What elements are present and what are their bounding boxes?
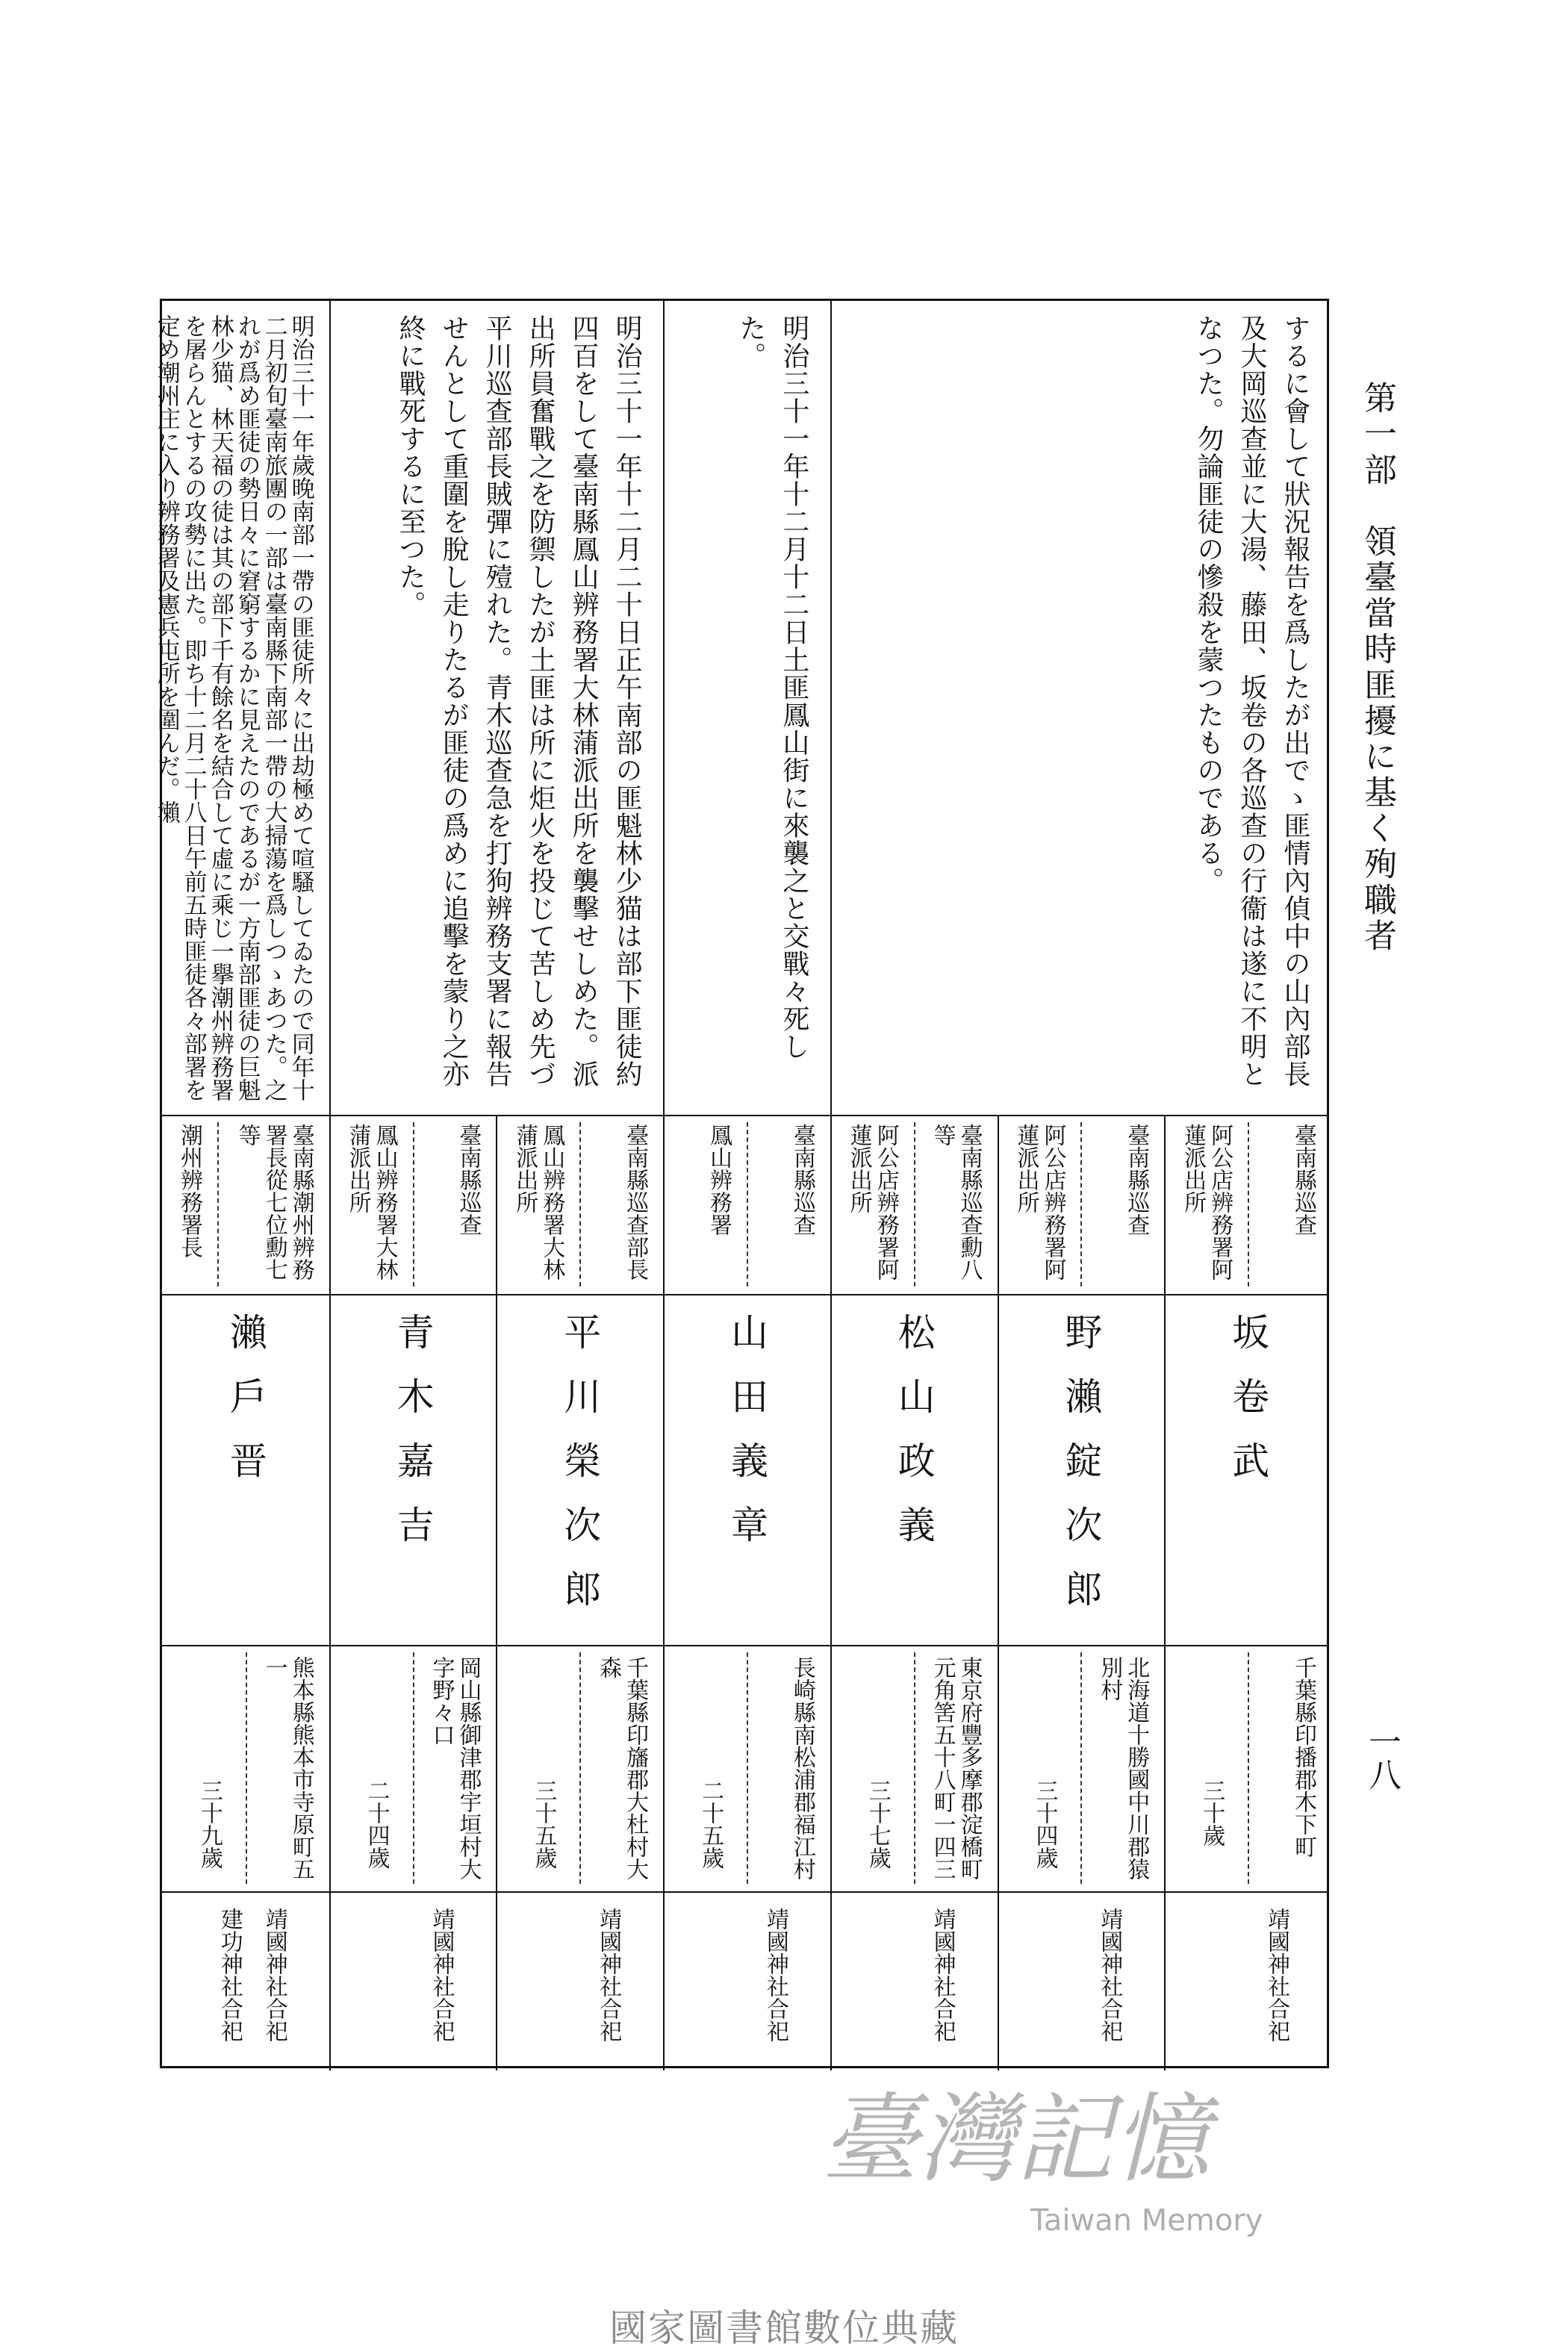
birthplace: 千葉縣印播郡木下町 <box>1290 1656 1316 1858</box>
affiliation-title: 臺南縣巡查 <box>788 1124 815 1236</box>
dashed-divider <box>914 1122 915 1287</box>
age: 三十九歲 <box>196 1779 223 1869</box>
age: 二十五歲 <box>697 1779 724 1869</box>
page-number: 一八 <box>1363 1725 1401 1791</box>
narrative-text: 明治三十一年十二月十二日土匪鳳山街に來襲之と交戰々死した。 <box>735 314 809 1060</box>
affiliation-title: 臺南縣潮州辨務署長從七位勳七等 <box>234 1124 314 1281</box>
watermark-logo: 臺灣記憶 <box>821 2082 1210 2196</box>
dashed-divider <box>1248 1122 1249 1287</box>
record-table <box>152 299 1329 2068</box>
age: 三十四歲 <box>1031 1779 1058 1869</box>
enshrinement: 靖國神社合祀 <box>762 1908 788 2042</box>
person-name: 坂卷武 <box>1226 1313 1270 1505</box>
enshrinement: 靖國神社合祀 <box>595 1908 622 2042</box>
person-name: 青木嘉吉 <box>391 1313 435 1569</box>
dashed-divider <box>217 1122 219 1287</box>
row-divider <box>162 1115 1327 1116</box>
enshrinement: 靖國神社合祀 <box>261 1908 287 2042</box>
dashed-divider <box>747 1122 748 1287</box>
enshrinement: 靖國神社合祀 <box>929 1908 956 2042</box>
affiliation-post: 鳳山辨務署大林蒲派出所 <box>511 1124 565 1281</box>
birthplace: 北海道十勝國中川郡猿別村 <box>1096 1656 1150 1880</box>
dashed-divider <box>413 1122 414 1287</box>
affiliation-post: 鳳山辨務署 <box>706 1124 732 1236</box>
affiliation-title: 臺南縣巡查 <box>1123 1124 1150 1236</box>
narrative-text: 明治三十一年十二月二十日正午南部の匪魁林少猫は部下匪徒約四百をして臺南縣鳳山辨務署大林蒲派出所を襲擊せしめた。派出所員奮戰之を防禦したが土匪は所に炬火を投じて苦しめ先づ平川巡查部長賊彈に殪れた。青木巡查急を打狗辨務支署に報告せんとして重圍を脫し走りたるが匪徒の爲めに追擊を蒙り之亦終に戰死するに至つた。 <box>395 314 643 1088</box>
birthplace: 熊本縣熊本市寺原町五一 <box>261 1656 314 1880</box>
affiliation-title: 臺南縣巡查 <box>455 1124 482 1236</box>
enshrinement: 靖國神社合祀 <box>1263 1908 1289 2042</box>
narrative-text: 明治三十一年歲晚南部一帶の匪徒所々に出劫極めて喧騷してゐたので同年十二月初旬臺南旅團の一部は臺南縣下南部一帶の大掃蕩を爲しつゝあつた。之れが爲め匪徒の勢日々に窘窮するかに見えたのであるが一方南部匪徒の巨魁林少猫、林天福の徒は其の部下千有餘名を結合して虛に乘じ一擧潮州辨務署を屠らんとするの攻勢に出た。即ち十二月二十八日午前五時匪徒各々部署を定め潮州庄に入り辨務署及憲兵屯所を圍んだ。瀨 <box>152 314 314 1101</box>
affiliation-post: 阿公店辨務署阿蓮派出所 <box>1180 1124 1233 1281</box>
birthplace: 岡山縣御津郡宇垣村大字野々口 <box>428 1656 482 1880</box>
birthplace: 千葉縣印旛郡大杜村大森 <box>595 1656 649 1880</box>
row-divider <box>162 1645 1327 1646</box>
affiliation-post: 阿公店辨務署阿蓮派出所 <box>1012 1124 1066 1281</box>
birthplace: 東京府豐多摩郡淀橋町元角筈五十八町一四三 <box>929 1656 983 1880</box>
section-title: 第一部 領臺當時匪擾に基く殉職者 <box>1358 381 1396 954</box>
affiliation-post: 鳳山辨務署大林蒲派出所 <box>344 1124 398 1281</box>
affiliation-post: 潮州辨務署長 <box>176 1124 202 1258</box>
age: 三十七歲 <box>864 1779 891 1869</box>
affiliation-title: 臺南縣巡查 <box>1290 1124 1316 1236</box>
person-name: 瀨戶晋 <box>223 1313 267 1505</box>
row-divider <box>162 1294 1327 1295</box>
row-divider <box>162 1891 1327 1893</box>
person-name: 山田義章 <box>725 1313 768 1569</box>
affiliation-post: 阿公店辨務署阿蓮派出所 <box>845 1124 899 1281</box>
affiliation-title: 臺南縣巡查勳八等 <box>929 1124 983 1281</box>
person-name: 野瀨錠次郎 <box>1059 1313 1103 1634</box>
person-name: 平川榮次郎 <box>558 1313 602 1634</box>
age: 三十歲 <box>1198 1779 1225 1847</box>
age: 二十四歲 <box>363 1779 390 1869</box>
enshrinement: 靖國神社合祀 <box>428 1908 455 2042</box>
enshrinement: 靖國神社合祀 <box>1096 1908 1123 2042</box>
footer-credit: 國家圖書館數位典藏 <box>609 2306 959 2350</box>
watermark-text: Taiwan Memory <box>1030 2203 1263 2238</box>
age: 三十五歲 <box>530 1779 557 1869</box>
person-name: 松山政義 <box>892 1313 936 1569</box>
dashed-divider <box>1080 1122 1082 1287</box>
affiliation-title: 臺南縣巡查部長 <box>622 1124 649 1281</box>
enshrinement: 建功神社合祀 <box>216 1908 243 2042</box>
narrative-text: するに會して狀況報告を爲したが出でゝ匪情內偵中の山內部長及大岡巡查並に大湯、藤田、坂卷の各巡查の行衞は遂に不明となつた。勿論匪徒の慘殺を蒙つたものである。 <box>1193 314 1310 1088</box>
dashed-divider <box>579 1122 581 1287</box>
birthplace: 長崎縣南松浦郡福江村 <box>788 1656 815 1880</box>
